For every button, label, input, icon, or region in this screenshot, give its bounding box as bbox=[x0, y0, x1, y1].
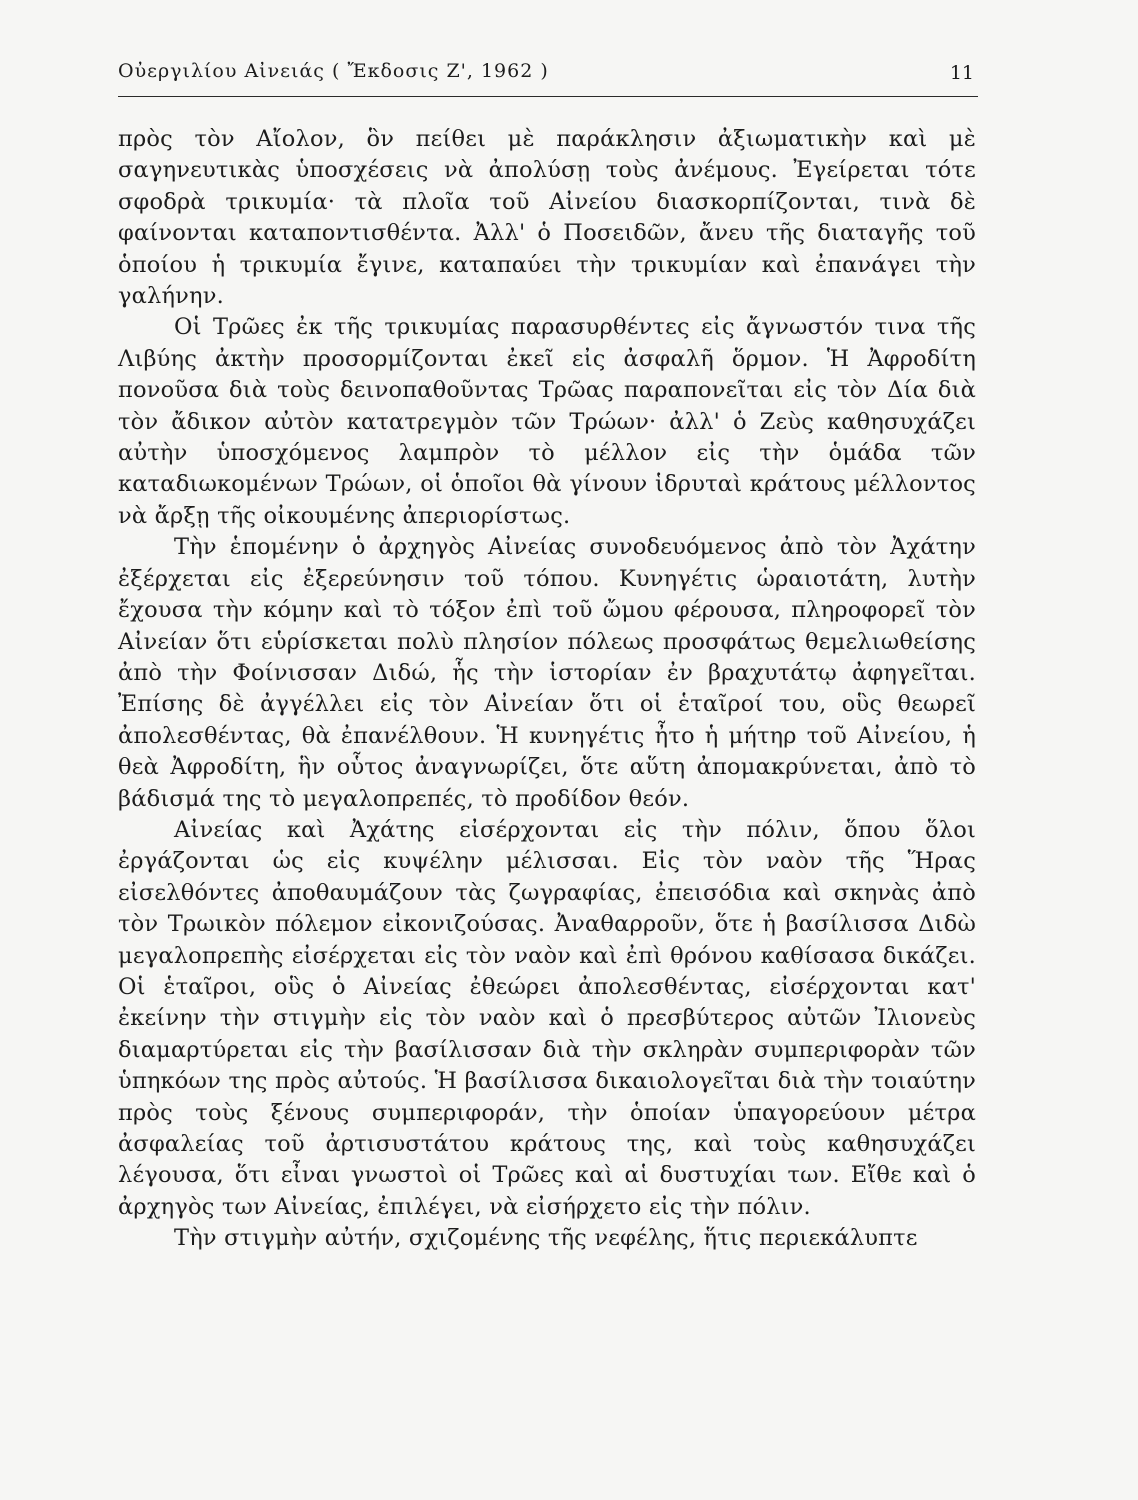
page-number: 11 bbox=[949, 62, 974, 84]
paragraph: Τὴν ἑπομένην ὁ ἀρχηγὸς Αἰνείας συνοδευόμενος ἀπὸ τὸν Ἀχάτην ἐξέρχεται εἰς ἐξερεύνησιν τοῦ τόπου. Κυνηγέτις ὡραιοτάτη, λυτὴν ἔχουσα τὴν κόμην καὶ τὸ τόξον ἐπὶ τοῦ ὤμου φέρουσα, πληροφορεῖ τὸν Αἰνείαν ὅτι εὑρίσκεται πολὺ πλησίον πόλεως προσφάτως θεμελιωθείσης ἀπὸ τὴν Φοίνισσαν Διδώ, ἧς τὴν ἱστορίαν ἐν βραχυτάτῳ ἀφηγεῖται. Ἐπίσης δὲ ἀγγέλλει εἰς τὸν Αἰνείαν ὅτι οἱ ἑταῖροί του, οὓς θεωρεῖ ἀπολεσθέντας, θὰ ἐπανέλθουν. Ἡ κυνηγέτις ἦτο ἡ μήτηρ τοῦ Αἰνείου, ἡ θεὰ Ἀφροδίτη, ἣν οὗτος ἀναγνωρίζει, ὅτε αὕτη ἀπομακρύνεται, ἀπὸ τὸ βάδισμά της τὸ μεγαλοπρεπές, τὸ προδίδον θεόν. bbox=[118, 534, 976, 812]
paragraph: Τὴν στιγμὴν αὐτήν, σχιζομένης τῆς νεφέλης, ἥτις περιεκάλυπτε bbox=[174, 1225, 918, 1252]
paragraph: Αἰνείας καὶ Ἀχάτης εἰσέρχονται εἰς τὴν πόλιν, ὅπου ὅλοι ἐργάζονται ὡς εἰς κυψέλην μέλισσαι. Εἰς τὸν ναὸν τῆς Ἥρας εἰσελθόντες ἀποθαυμάζουν τὰς ζωγραφίας, ἐπεισόδια καὶ σκηνὰς ἀπὸ τὸν Τρωικὸν πόλεμον εἰκονιζούσας. Ἀναθαρροῦν, ὅτε ἡ βασίλισσα Διδὼ μεγαλοπρεπὴς εἰσέρχεται εἰς τὸν ναὸν καὶ ἐπὶ θρόνου καθίσασα δικάζει. Οἱ ἑταῖροι, οὓς ὁ Αἰνείας ἐθεώρει ἀπολεσθέντας, εἰσέρχονται κατ' ἐκείνην τὴν στιγμὴν εἰς τὸν ναὸν καὶ ὁ πρεσβύτερος αὐτῶν Ἰλιονεὺς διαμαρτύρεται εἰς τὴν βασίλισσαν διὰ τὴν σκληρὰν συμπεριφορὰν τῶν ὑπηκόων της πρὸς αὐτούς. Ἡ βασίλισσα δικαιολογεῖται διὰ τὴν τοιαύτην πρὸς τοὺς ξένους συμπεριφοράν, τὴν ὁποίαν ὑπαγορεύουν μέτρα ἀσφαλείας τοῦ ἀρτισυστάτου κράτους της, καὶ τοὺς καθησυχάζει λέγουσα, ὅτι εἶναι γνωστοὶ οἱ Τρῶες καὶ αἱ δυστυχίαι των. Εἴθε καὶ ὁ ἀρχηγὸς των Αἰνείας, ἐπιλέγει, νὰ εἰσήρχετο εἰς τὴν πόλιν. bbox=[118, 816, 976, 1220]
paragraph: Οἱ Τρῶες ἐκ τῆς τρικυμίας παρασυρθέντες εἰς ἄγνωστόν τινα τῆς Λιβύης ἀκτὴν προσορμίζονται ἐκεῖ εἰς ἀσφαλῆ ὅρμον. Ἡ Ἀφροδίτη πονοῦσα διὰ τοὺς δεινοπαθοῦντας Τρῶας παραπονεῖται εἰς τὸν Δία διὰ τὸν ἄδικον αὐτὸν κατατρεγμὸν τῶν Τρώων· ἀλλ' ὁ Ζεὺς καθησυχάζει αὐτὴν ὑποσχόμενος λαμπρὸν τὸ μέλλον εἰς τὴν ὁμάδα τῶν καταδιωκομένων Τρώων, οἱ ὁποῖοι θὰ γίνουν ἱδρυταὶ κράτους μέλλοντος νὰ ἄρξῃ τῆς οἰκουμένης ἀπεριορίστως. bbox=[118, 314, 976, 529]
running-title: Οὐεργιλίου Αἰνειάς ( Ἔκδοσις Ζ', 1962 ) bbox=[118, 60, 549, 82]
running-header bbox=[118, 52, 978, 97]
paragraph: πρὸς τὸν Αἴολον, ὃν πείθει μὲ παράκλησιν ἀξιωματικὴν καὶ μὲ σαγηνευτικὰς ὑποσχέσεις νὰ ἀπολύσῃ τοὺς ἀνέμους. Ἐγείρεται τότε σφοδρὰ τρικυμία· τὰ πλοῖα τοῦ Αἰνείου διασκορπίζονται, τινὰ δὲ φαίνονται καταποντισθέντα. Ἀλλ' ὁ Ποσειδῶν, ἄνευ τῆς διαταγῆς τοῦ ὁποίου ἡ τρικυμία ἔγινε, καταπαύει τὴν τρικυμίαν καὶ ἐπανάγει τὴν γαλήνην. bbox=[118, 126, 976, 310]
body-text bbox=[118, 124, 976, 1255]
